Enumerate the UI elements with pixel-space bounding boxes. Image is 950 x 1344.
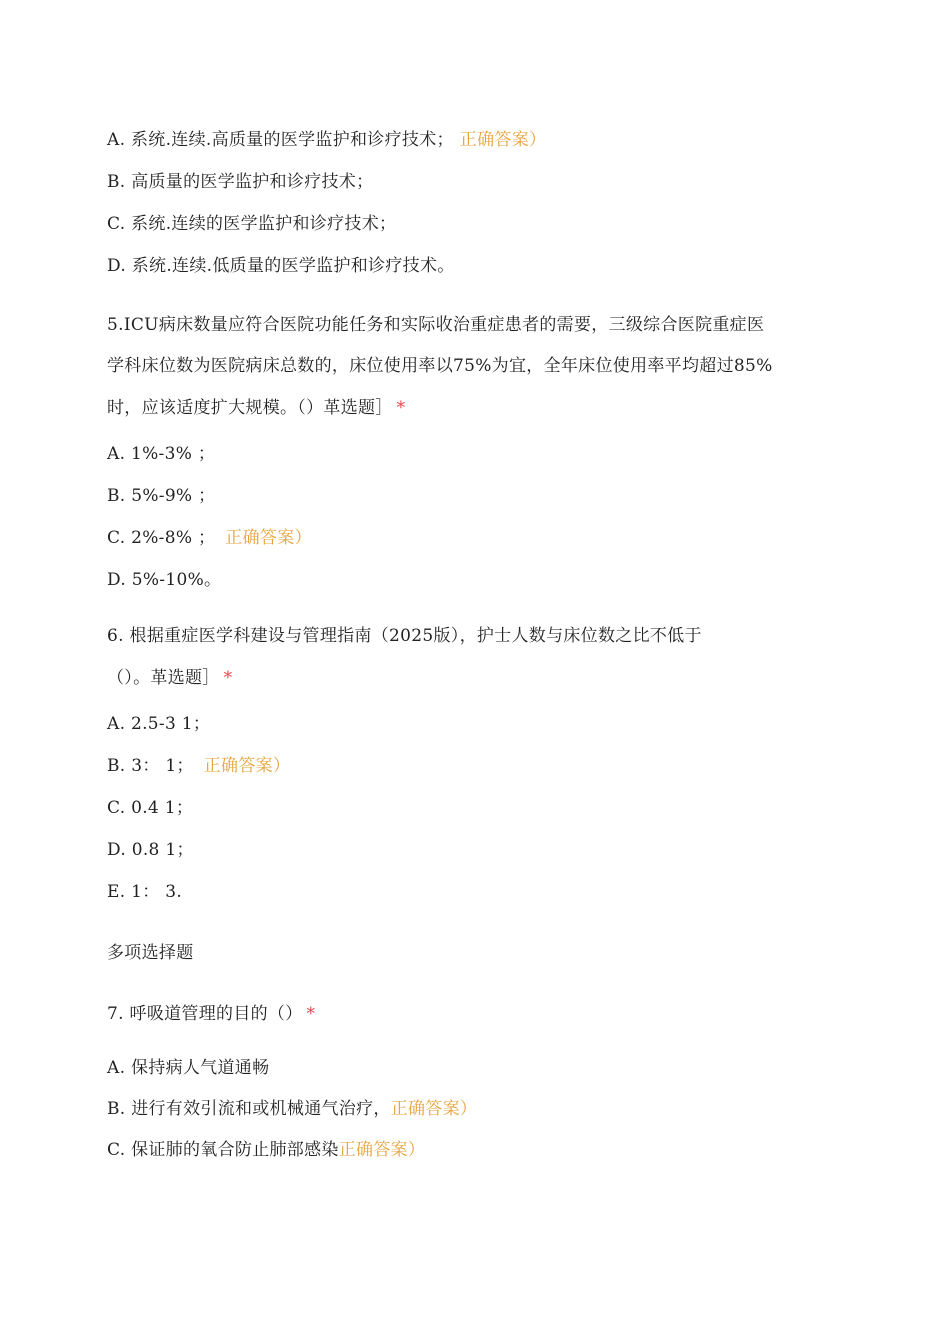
option-text: A. 系统.连续.高质量的医学监护和诊疗技术；: [107, 130, 454, 150]
q5-option-b: [107, 485, 215, 507]
q7-option-c: [107, 1139, 425, 1161]
q6-option-e: [107, 881, 182, 903]
q7-option-b: [107, 1098, 477, 1120]
question-text: 7. 呼吸道管理的目的（）: [107, 1004, 303, 1024]
option-text: A. 2.5-3 1；: [107, 714, 211, 734]
correct-answer-label: 正确答案）: [390, 1099, 478, 1119]
option-text: B. 高质量的医学监护和诊疗技术；: [107, 172, 374, 192]
correct-answer-label: 正确答案）: [203, 756, 291, 776]
q5-title-line-1: [107, 314, 764, 336]
q5-title-line-3: [107, 397, 405, 419]
option-text: B. 3： 1；: [107, 756, 194, 776]
q5-option-a: [107, 443, 215, 465]
option-text: C. 保证肺的氧合防止肺部感染: [107, 1140, 339, 1160]
q6-title-line-2: [107, 667, 232, 689]
correct-answer-label: 正确答案）: [225, 528, 312, 548]
correct-answer-label: 正确答案）: [459, 130, 547, 150]
q7-title: [107, 1003, 315, 1025]
question-text: 6. 根据重症医学科建设与管理指南（2025版），护士人数与床位数之比不低于: [107, 626, 702, 646]
q7-option-a: [107, 1057, 269, 1079]
option-text: E. 1： 3.: [107, 882, 183, 902]
q6-option-b: [107, 755, 290, 777]
section-title: [107, 942, 194, 964]
q4-option-d: [107, 255, 455, 277]
q5-option-c: [107, 527, 312, 549]
required-asterisk: *: [396, 398, 406, 418]
option-text: D. 系统.连续.低质量的医学监护和诊疗技术。: [107, 256, 455, 276]
required-asterisk: *: [306, 1004, 316, 1024]
option-text: B. 5%-9% ；: [107, 486, 216, 506]
option-text: B. 进行有效引流和或机械通气治疗，: [107, 1099, 391, 1119]
option-text: D. 0.8 1；: [107, 840, 194, 860]
option-text: C. 0.4 1；: [107, 798, 194, 818]
q6-option-c: [107, 797, 193, 819]
q4-option-b: [107, 171, 373, 193]
q5-title-line-2: [107, 355, 773, 377]
option-text: C. 系统.连续的医学监护和诊疗技术；: [107, 214, 397, 234]
option-text: D. 5%-10%。: [107, 570, 222, 590]
q6-title-line-1: [107, 625, 702, 647]
correct-answer-label: 正确答案）: [338, 1140, 426, 1160]
required-asterisk: *: [223, 668, 233, 688]
q4-option-a: [107, 129, 546, 151]
question-text: 时，应该适度扩大规模。（）革选题］: [107, 398, 393, 418]
option-text: C. 2%-8% ；: [107, 528, 216, 548]
section-title-text: 多项选择题: [107, 943, 194, 963]
question-text: 5.ICU病床数量应符合医院功能任务和实际收治重症患者的需要，三级综合医院重症医: [107, 315, 765, 335]
question-text: （）。革选题］: [107, 668, 220, 688]
q4-option-c: [107, 213, 396, 235]
q6-option-a: [107, 713, 210, 735]
question-text: 学科床位数为医院病床总数的，床位使用率以75%为宜，全年床位使用率平均超过85%: [107, 356, 773, 376]
option-text: A. 1%-3% ；: [107, 444, 216, 464]
q5-option-d: [107, 569, 221, 591]
option-text: A. 保持病人气道通畅: [107, 1058, 270, 1078]
q6-option-d: [107, 839, 194, 861]
